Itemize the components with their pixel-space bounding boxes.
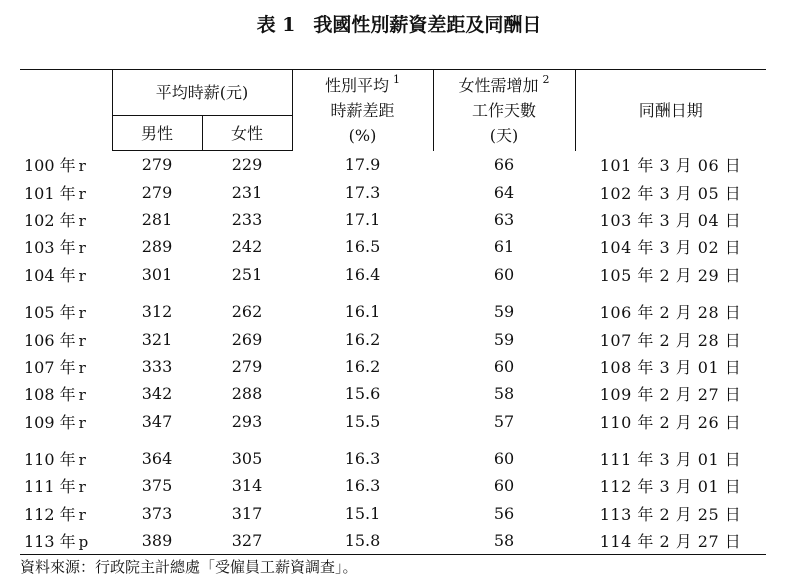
hourly-wage-header: 平均時薪(元) (112, 70, 292, 116)
table-title (0, 10, 798, 37)
equal-pay-date-cell: 101 年 3 月 06 日 (599, 155, 742, 175)
gap-percent-cell: 15.8 (292, 527, 433, 555)
extra-days-cell: 57 (493, 411, 515, 431)
male-wage-cell: 342 (141, 384, 173, 404)
female-header: 女性 (202, 116, 292, 151)
equal-pay-date-cell: 114 年 2 月 27 日 (575, 527, 766, 555)
extra-days-cell: 60 (493, 264, 515, 284)
equal-pay-date-cell: 106 年 2 月 28 日 (599, 303, 742, 323)
revision-flag: r (78, 451, 86, 470)
gap-percent-cell: 15.1 (344, 503, 381, 523)
extra-days-cell: 60 (493, 449, 515, 469)
table-row (20, 178, 766, 205)
table-row (20, 408, 766, 435)
gap-percent-cell: 16.5 (344, 237, 381, 257)
male-wage-cell: 321 (141, 329, 173, 349)
extra-days-header (433, 70, 575, 151)
female-wage-cell: 293 (231, 411, 263, 431)
extra-days-cell: 61 (493, 237, 515, 257)
table-caption: 我國性別薪資差距及同酬日 (313, 14, 542, 36)
equal-pay-day-header: 同酬日期 (575, 70, 766, 151)
male-wage-cell: 289 (141, 237, 173, 257)
gap-percent-cell: 17.1 (344, 209, 381, 229)
revision-flag: r (78, 184, 86, 203)
table-row (20, 261, 766, 288)
male-wage-cell: 364 (141, 449, 173, 469)
gap-header (292, 70, 433, 151)
gap-header-line1: 性別平均 (324, 75, 389, 95)
wage-gap-table (20, 69, 766, 555)
table-row (20, 435, 766, 472)
table-header (20, 70, 766, 151)
revision-flag: r (78, 211, 86, 230)
extra-days-header-line1: 女性需增加 (458, 75, 539, 95)
table-row (20, 288, 766, 325)
gap-percent-cell: 16.2 (344, 356, 381, 376)
male-wage-cell: 347 (141, 411, 173, 431)
revision-flag: r (78, 358, 86, 377)
year-cell (20, 206, 112, 233)
extra-days-header-line2: 工作天數 (471, 100, 536, 120)
equal-pay-date-cell: 102 年 3 月 05 日 (599, 183, 742, 203)
extra-days-cell: 56 (493, 503, 515, 523)
gap-header-line2: 時薪差距 (330, 100, 395, 120)
extra-days-cell: 66 (493, 154, 515, 174)
extra-days-cell: 64 (493, 182, 515, 202)
gap-percent-cell: 16.3 (344, 449, 381, 469)
equal-pay-date-cell: 113 年 2 月 25 日 (599, 504, 742, 524)
year-label: 100 年 (24, 155, 76, 175)
year-cell (20, 233, 112, 260)
extra-days-footnote-mark: 2 (542, 72, 550, 86)
female-wage-cell: 317 (231, 503, 263, 523)
year-label: 103 年 (24, 238, 76, 258)
gap-percent-cell: 16.2 (344, 329, 381, 349)
year-label: 111 年 (24, 477, 76, 497)
female-wage-cell: 269 (231, 329, 263, 349)
year-label: 113 年 (24, 532, 76, 552)
table-row (20, 353, 766, 380)
extra-days-cell: 60 (493, 356, 515, 376)
gap-percent-cell: 15.5 (344, 411, 381, 431)
revision-flag: r (78, 413, 86, 432)
year-label: 108 年 (24, 385, 76, 405)
female-wage-cell: 231 (231, 182, 263, 202)
female-wage-cell: 314 (231, 476, 263, 496)
male-wage-cell: 375 (141, 476, 173, 496)
gap-header-unit: (%) (348, 125, 377, 145)
male-wage-cell: 281 (141, 209, 173, 229)
table-row (20, 206, 766, 233)
table-row (20, 325, 766, 352)
year-header (20, 70, 112, 151)
female-wage-cell: 279 (231, 356, 263, 376)
equal-pay-date-cell: 111 年 3 月 01 日 (599, 450, 742, 470)
equal-pay-date-cell: 105 年 2 月 29 日 (599, 265, 742, 285)
table-row (20, 233, 766, 260)
extra-days-header-unit: (天) (489, 125, 519, 145)
equal-pay-date-cell: 112 年 3 月 01 日 (599, 477, 742, 497)
extra-days-cell: 60 (493, 476, 515, 496)
gap-percent-cell: 17.3 (344, 182, 381, 202)
male-wage-cell: 373 (141, 503, 173, 523)
female-wage-cell: 327 (202, 527, 292, 555)
extra-days-cell: 59 (493, 329, 515, 349)
year-label: 107 年 (24, 357, 76, 377)
year-cell (20, 288, 112, 325)
revision-flag: r (78, 239, 86, 258)
source-note: 資料來源：行政院主計總處「受僱員工薪資調查」。 (20, 558, 358, 576)
year-cell (20, 325, 112, 352)
revision-flag: r (78, 505, 86, 524)
table-row (20, 527, 766, 555)
gap-percent-cell: 17.9 (344, 154, 381, 174)
female-wage-cell: 229 (231, 155, 263, 175)
female-wage-cell: 262 (231, 302, 263, 322)
revision-flag: p (78, 533, 89, 552)
revision-flag: r (78, 156, 86, 175)
revision-flag: r (78, 331, 86, 350)
year-cell (20, 527, 112, 555)
male-wage-cell: 279 (141, 182, 173, 202)
year-cell (20, 353, 112, 380)
year-cell (20, 380, 112, 407)
year-label: 101 年 (24, 183, 76, 203)
table-number: 表 1 (256, 14, 296, 36)
year-label: 102 年 (24, 210, 76, 230)
table-row (20, 151, 766, 179)
equal-pay-date-cell: 107 年 2 月 28 日 (599, 330, 742, 350)
gap-percent-cell: 16.4 (344, 264, 381, 284)
male-header: 男性 (112, 116, 202, 151)
year-cell (20, 435, 112, 472)
equal-pay-date-cell: 109 年 2 月 27 日 (599, 385, 742, 405)
female-wage-cell: 233 (231, 209, 263, 229)
gap-percent-cell: 15.6 (344, 384, 381, 404)
year-label: 104 年 (24, 265, 76, 285)
year-label: 109 年 (24, 412, 76, 432)
year-cell (20, 178, 112, 205)
male-wage-cell: 333 (141, 356, 173, 376)
equal-pay-date-cell: 110 年 2 月 26 日 (599, 412, 742, 432)
extra-days-cell: 58 (433, 527, 575, 555)
year-cell (20, 472, 112, 499)
male-wage-cell: 301 (141, 264, 173, 284)
male-wage-cell: 279 (141, 155, 173, 175)
gap-percent-cell: 16.1 (344, 302, 381, 322)
extra-days-cell: 59 (493, 302, 515, 322)
year-label: 106 年 (24, 330, 76, 350)
revision-flag: r (78, 386, 86, 405)
table-row (20, 472, 766, 499)
year-label: 110 年 (24, 450, 76, 470)
male-wage-cell: 389 (112, 527, 202, 555)
table-body (20, 151, 766, 555)
table-row (20, 500, 766, 527)
revision-flag: r (78, 266, 86, 285)
male-wage-cell: 312 (141, 302, 173, 322)
female-wage-cell: 305 (231, 449, 263, 469)
revision-flag: r (78, 478, 86, 497)
female-wage-cell: 251 (231, 264, 263, 284)
year-label: 105 年 (24, 303, 76, 323)
revision-flag: r (78, 304, 86, 323)
gap-percent-cell: 16.3 (344, 476, 381, 496)
female-wage-cell: 242 (231, 237, 263, 257)
year-cell (20, 151, 112, 179)
table-row (20, 380, 766, 407)
year-label: 112 年 (24, 504, 76, 524)
gap-footnote-mark: 1 (393, 72, 400, 86)
equal-pay-date-cell: 104 年 3 月 02 日 (599, 238, 742, 258)
extra-days-cell: 58 (493, 384, 515, 404)
female-wage-cell: 288 (231, 384, 263, 404)
year-cell (20, 408, 112, 435)
year-cell (20, 500, 112, 527)
year-cell (20, 261, 112, 288)
extra-days-cell: 63 (493, 209, 515, 229)
equal-pay-date-cell: 108 年 3 月 01 日 (599, 357, 742, 377)
equal-pay-date-cell: 103 年 3 月 04 日 (599, 210, 742, 230)
